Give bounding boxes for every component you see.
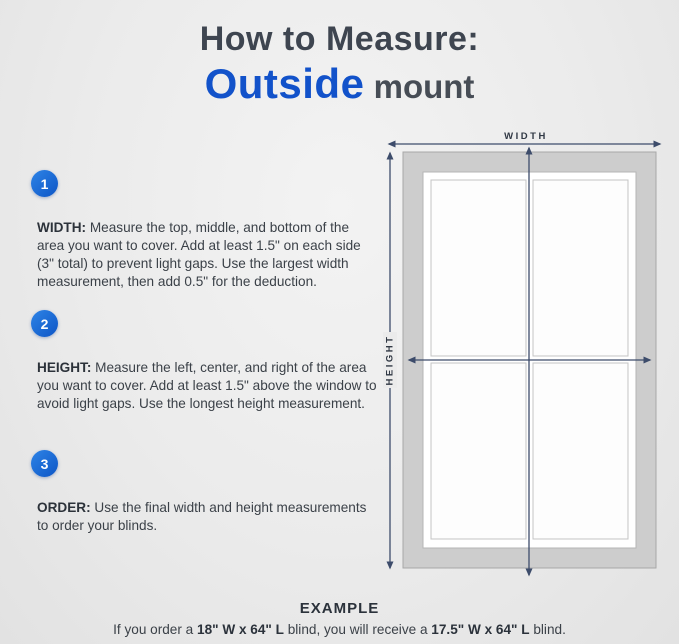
example-section [0, 600, 679, 637]
width-label: WIDTH [504, 131, 548, 142]
step-2-body: Measure the left, center, and right of the area you want to cover. Add at least 1.5" above the window to avoid light gaps. Use the longest height measurement. [37, 359, 377, 411]
window-illustration [372, 130, 672, 592]
example-bold-1: 18" W x 64" L [197, 622, 284, 637]
step-3-badge: 3 [31, 450, 58, 477]
step-1-body: Measure the top, middle, and bottom of the area you want to cover. Add at least 1.5" on each side (3" total) to prevent light gaps. Use the largest width measurement, then add 0.5" for the deduction. [37, 219, 361, 289]
example-text [0, 622, 679, 637]
title-rest: mount [364, 68, 475, 106]
title-line2 [0, 60, 679, 107]
example-bold-2: 17.5" W x 64" L [431, 622, 530, 637]
title-line1: How to Measure: [199, 20, 480, 58]
window-pane [533, 180, 628, 356]
window-pane [431, 363, 526, 539]
example-heading: EXAMPLE [299, 600, 380, 617]
window-measurement-diagram [372, 130, 672, 592]
step-2-badge: 2 [31, 310, 58, 337]
example-prefix: If you order a [113, 622, 198, 637]
step-3-text [37, 499, 377, 535]
step-3-label: ORDER: [37, 499, 91, 515]
window-pane [533, 363, 628, 539]
step-1-label: WIDTH: [37, 219, 87, 235]
step-1-badge: 1 [31, 170, 58, 197]
step-2-label: HEIGHT: [37, 359, 92, 375]
step-1-text [37, 219, 377, 291]
example-suffix: blind. [529, 622, 566, 637]
window-pane [431, 180, 526, 356]
example-middle: blind, you will receive a [283, 622, 432, 637]
step-2-text [37, 359, 377, 413]
title-accent: Outside [204, 60, 365, 108]
page-title [0, 20, 679, 107]
step-3-body: Use the final width and height measurements to order your blinds. [37, 499, 367, 533]
height-label: HEIGHT [384, 334, 396, 386]
